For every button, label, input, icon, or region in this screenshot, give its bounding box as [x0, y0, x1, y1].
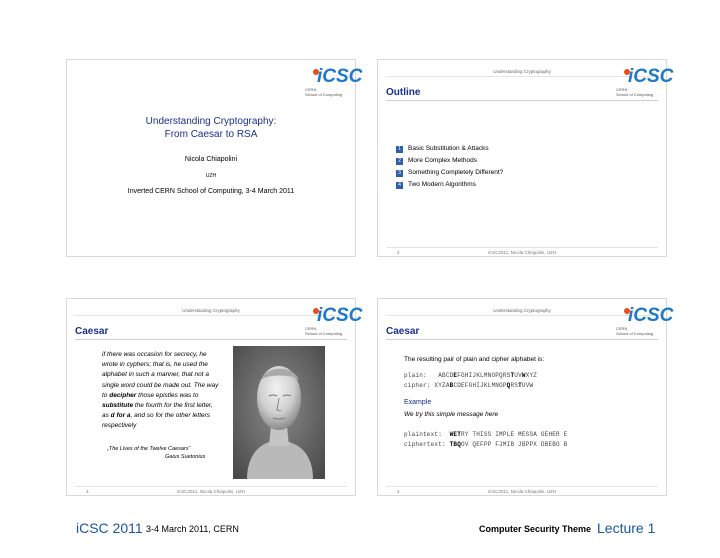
- list-item: [396, 155, 503, 167]
- item-number: 3: [396, 170, 403, 177]
- slide-header: Understanding Cryptography: [493, 308, 551, 313]
- icsc-logo: [305, 305, 363, 338]
- plain-alphabet: plain: ABCDEFGHIJKLMNOPQRSTUVWXYZ: [404, 372, 538, 379]
- slide-footer: iCSC2011, Nicola Chiapolini, UZH: [177, 489, 245, 494]
- logo-sub-cern: CERN: [305, 87, 317, 92]
- logo-text: iCSC: [628, 305, 674, 326]
- slide-outline: [377, 59, 674, 257]
- logo-sub-cern: CERN: [616, 326, 628, 331]
- institution: UZH: [205, 173, 217, 179]
- item-label: Basic Substitution & Attacks: [408, 145, 489, 152]
- slide-footer: iCSC2011, Nicola Chiapolini, UZH: [488, 489, 556, 494]
- icsc-logo: [616, 305, 674, 338]
- item-number: 1: [396, 146, 403, 153]
- footer-theme: Computer Security Theme: [479, 524, 592, 534]
- footer-brand: iCSC 2011: [76, 520, 143, 536]
- list-item: [396, 167, 503, 179]
- list-item: [396, 143, 503, 155]
- footer-divider: [386, 486, 658, 487]
- slide-number: 4: [397, 489, 400, 494]
- logo-text: iCSC: [317, 305, 363, 326]
- slide-header: Understanding Cryptography: [493, 69, 551, 74]
- slide-caesar-quote: [66, 298, 363, 496]
- intro-text: The resulting pair of plain and cipher alphabet is:: [404, 356, 545, 363]
- footer-divider: [386, 247, 658, 248]
- title-divider: [386, 339, 658, 340]
- logo-sub-cern: CERN: [305, 326, 317, 331]
- slide-number: 2: [397, 250, 400, 255]
- logo-sub-cern: CERN: [616, 87, 628, 92]
- item-number: 4: [396, 182, 403, 189]
- item-label: Two Modern Algorithms: [408, 181, 476, 188]
- slide-caesar-cipher: [377, 298, 674, 496]
- example-text: We try this simple message here: [404, 411, 499, 418]
- ciphertext-line: ciphertext: TBQOV QEFPP FJMIB JBPPX DBEBO B: [404, 441, 568, 448]
- title-divider: [75, 339, 347, 340]
- event-name: Inverted CERN School of Computing, 3-4 March 2011: [127, 188, 295, 195]
- list-item: [396, 179, 503, 191]
- logo-sub-school: School of Computing: [305, 92, 343, 97]
- title-divider: [386, 100, 658, 101]
- logo-sub-school: School of Computing: [305, 331, 343, 336]
- slide-title-text: Caesar: [386, 326, 420, 337]
- suetonius-quote: if there was occasion for secrecy, he wrote in cyphers; that is, he used the alphabet in such a manner, that not a single word could be made out. The way to decipher those epistles was to substitute the fourth for the first letter, as d for a, and so for the other letters respectively: [102, 351, 219, 430]
- slide-header: Understanding Cryptography: [182, 308, 240, 313]
- slide-footer: iCSC2011, Nicola Chiapolini, UZH: [488, 250, 556, 255]
- caesar-bust-image: [233, 346, 325, 479]
- slide-number: 3: [86, 489, 89, 494]
- author-name: Nicola Chiapolini: [184, 156, 238, 163]
- presentation-title: Understanding Cryptography: From Caesar to RSA: [145, 116, 277, 140]
- example-heading: Example: [404, 399, 432, 406]
- item-number: 2: [396, 158, 403, 165]
- slide-title-text: Caesar: [75, 326, 109, 337]
- icsc-logo: [616, 66, 674, 99]
- footer-lecture: Lecture 1: [597, 520, 656, 536]
- outline-list: [396, 143, 503, 191]
- slide-title-text: Outline: [386, 87, 421, 98]
- plaintext-line: plaintext: WETRY THISS IMPLE MESSA GEHER E: [404, 431, 568, 438]
- page-footer: [0, 520, 720, 540]
- footer-divider: [75, 486, 347, 487]
- quote-source: „The Lives of the Twelve Caesars“ Gaius Suetonius: [107, 446, 206, 460]
- item-label: Something Completely Different?: [408, 169, 504, 176]
- logo-text: iCSC: [628, 66, 674, 87]
- logo-text: iCSC: [317, 66, 363, 87]
- logo-sub-school: School of Computing: [616, 331, 654, 336]
- icsc-logo: [305, 66, 363, 99]
- slide-title: [66, 59, 363, 257]
- item-label: More Complex Methods: [408, 157, 477, 164]
- cipher-alphabet: cipher: XYZABCDEFGHIJKLMNOPQRSTUVW: [404, 382, 534, 389]
- footer-date: 3-4 March 2011, CERN: [146, 524, 239, 534]
- logo-sub-school: School of Computing: [616, 92, 654, 97]
